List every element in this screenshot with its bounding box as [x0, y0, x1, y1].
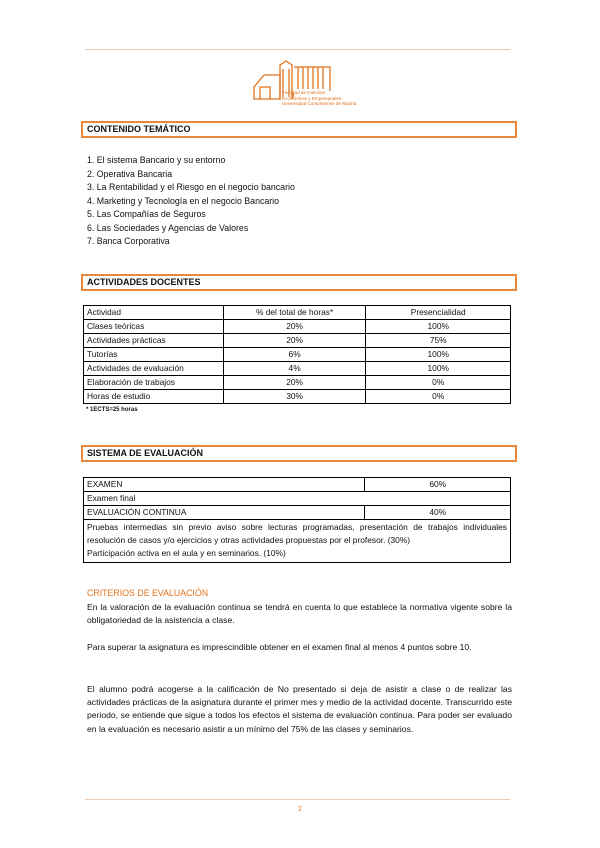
- examen-value: 60%: [365, 478, 511, 492]
- table-row: [84, 334, 511, 348]
- table-cell: Actividades de evaluación: [84, 362, 224, 376]
- table-cell: 20%: [223, 334, 366, 348]
- contenido-list: [87, 154, 295, 249]
- table-row: [84, 376, 511, 390]
- table-cell: 4%: [223, 362, 366, 376]
- table-row: [84, 320, 511, 334]
- header-rule: [85, 49, 510, 50]
- table-cell: Actividades prácticas: [84, 334, 224, 348]
- table-cell: Horas de estudio: [84, 390, 224, 404]
- logo-caption: [282, 90, 362, 107]
- table-row: [84, 506, 511, 520]
- logo-line-3: Universidad Complutense de Madrid: [282, 101, 357, 107]
- table-cell: Tutorías: [84, 348, 224, 362]
- logo-line-2: Económicas y Empresariales: [282, 95, 342, 101]
- section-title: CONTENIDO TEMÁTICO: [87, 124, 191, 134]
- list-item: 1. El sistema Bancario y su entorno: [87, 155, 226, 165]
- table-cell: 30%: [223, 390, 366, 404]
- criterios-title: CRITERIOS DE EVALUACIÓN: [87, 588, 209, 598]
- examen-final: Examen final: [84, 492, 511, 506]
- logo-line-1: Facultad de Ciencias: [282, 90, 325, 95]
- ects-note: * 1ECTS=25 horas: [86, 407, 138, 413]
- criterios-paragraph-3: El alumno podrá acogerse a la calificación de No presentado si deja de asistir a clase o de realizar las actividades prácticas de la asignatura durante el primer mes y medio de la actividad docente. Transcurrido este periodo, se entiende que sigue a todos los efectos el sistema de evaluación continua. Para poder ser evaluado en la evaluación es necesario asistir a un mínimo del 75% de las clases y seminarios.: [87, 684, 512, 734]
- table-cell: 100%: [366, 362, 511, 376]
- table-cell: 0%: [366, 376, 511, 390]
- list-item: 5. Las Compañías de Seguros: [87, 209, 206, 219]
- continua-desc-2: Participación activa en el aula y en seminarios. (10%): [87, 548, 286, 559]
- table-row: [84, 492, 511, 506]
- table-row: [84, 520, 511, 563]
- evaluacion-table: [83, 477, 511, 563]
- table-cell: 0%: [366, 390, 511, 404]
- list-item: 4. Marketing y Tecnología en el negocio Bancario: [87, 195, 280, 206]
- table-cell: 75%: [366, 334, 511, 348]
- criterios-paragraph-2: Para superar la asignatura es imprescindible obtener en el examen final al menos 4 puntos sobre 10.: [87, 642, 472, 652]
- table-row: [84, 478, 511, 492]
- table-row: [84, 348, 511, 362]
- examen-label: EXAMEN: [84, 478, 365, 492]
- list-item: 7. Banca Corporativa: [87, 236, 170, 246]
- criterios-paragraph-1: En la valoración de la evaluación continua se tendrá en cuenta lo que establece la normativa vigente sobre la obligatoriedad de la asistencia a clase.: [87, 602, 512, 626]
- table-cell: 100%: [366, 348, 511, 362]
- table-header-cell: Presencialidad: [366, 306, 511, 320]
- list-item: 3. La Rentabilidad y el Riesgo en el negocio bancario: [87, 182, 295, 192]
- list-item: 6. Las Sociedades y Agencias de Valores: [87, 222, 249, 233]
- section-title: ACTIVIDADES DOCENTES: [87, 277, 201, 287]
- table-cell: 20%: [223, 376, 366, 390]
- actividades-table: [83, 305, 511, 404]
- table-cell: 20%: [223, 320, 366, 334]
- page-number: 2: [298, 806, 302, 813]
- continua-label: EVALUACIÓN CONTINUA: [84, 506, 365, 520]
- continua-desc-1: Pruebas intermedias sin previo aviso sobre lecturas programadas, presentación de trabajos individuales resolución de casos y/o ejercicios y otras actividades propuestas por el profesor. (30%): [87, 522, 507, 546]
- continua-value: 40%: [365, 506, 511, 520]
- table-header-cell: Actividad: [84, 306, 224, 320]
- table-header-cell: % del total de horas*: [223, 306, 366, 320]
- section-contenido-tematico: [81, 121, 517, 138]
- table-cell: 100%: [366, 320, 511, 334]
- table-header-row: [84, 306, 511, 320]
- table-row: [84, 390, 511, 404]
- section-sistema-evaluacion: [81, 445, 517, 462]
- section-title: SISTEMA DE EVALUACIÓN: [87, 448, 204, 458]
- footer-rule: [85, 799, 510, 800]
- table-cell: Elaboración de trabajos: [84, 376, 224, 390]
- table-row: [84, 362, 511, 376]
- section-actividades-docentes: [81, 274, 517, 291]
- table-cell: Clases teóricas: [84, 320, 224, 334]
- list-item: 2. Operativa Bancaria: [87, 168, 173, 179]
- continua-description: [84, 520, 511, 563]
- table-cell: 6%: [223, 348, 366, 362]
